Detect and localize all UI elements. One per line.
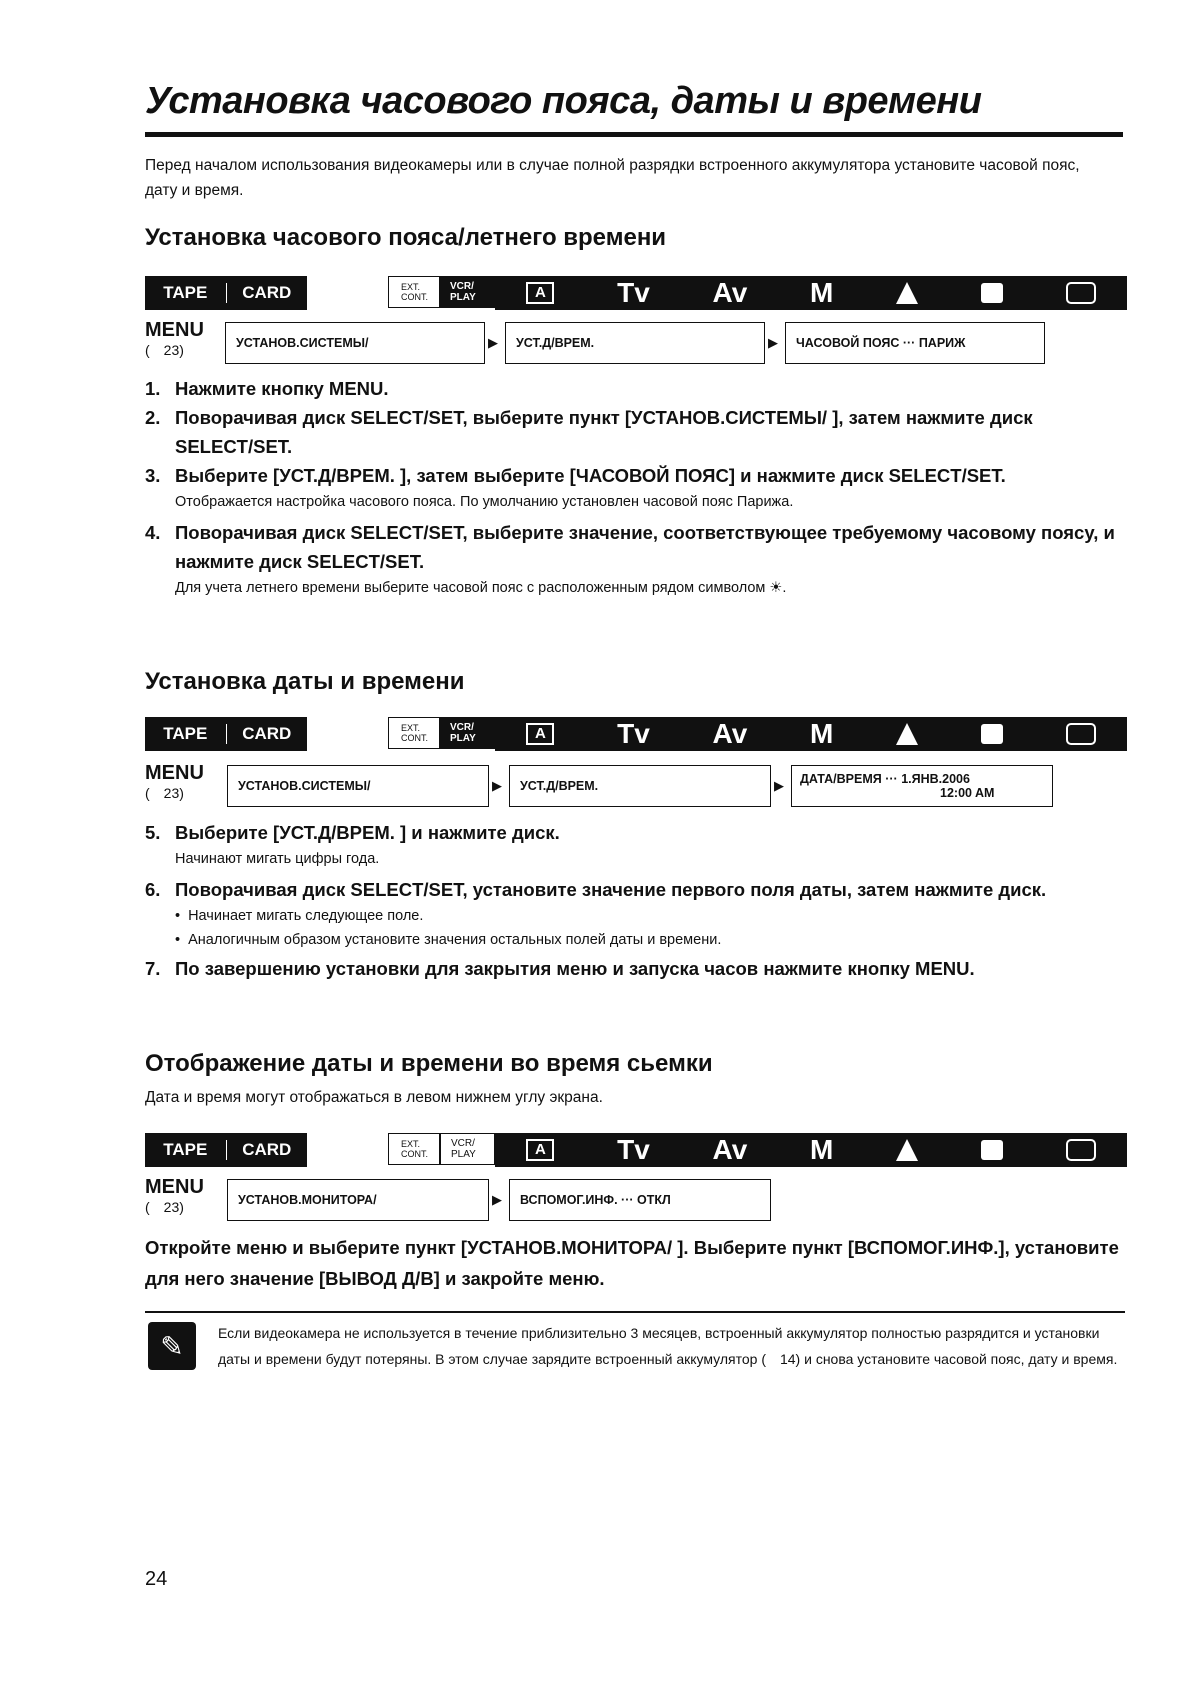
vcr-label: VCR/	[450, 281, 474, 292]
time-value: 12:00 AM	[940, 786, 995, 800]
card-label: CARD	[226, 1140, 308, 1160]
arrow-icon: ▶	[488, 335, 498, 350]
menu-box-timezone: ЧАСОВОЙ ПОЯС ··· ПАРИЖ	[785, 322, 1045, 364]
auto-mode-icon: A	[526, 723, 554, 745]
step-6-bullet: • Начинает мигать следующее поле.	[145, 904, 1135, 928]
ext-cont-switch	[388, 717, 440, 749]
arrow-icon: ▶	[774, 778, 784, 793]
display-mode-icon	[1066, 282, 1096, 304]
step-7: 7. По завершению установки для закрытия меню и запуска часов нажмите кнопку MENU.	[145, 958, 975, 979]
mode-bar	[145, 276, 1127, 310]
ext-label: EXT.	[401, 723, 421, 733]
manual-mode: M	[810, 277, 834, 308]
step-4-note: Для учета летнего времени выберите часовой пояс с расположенным рядом символом ☀.	[175, 580, 787, 596]
ext-label: EXT.	[401, 1139, 421, 1149]
title-rule	[145, 132, 1123, 137]
av-mode: Av	[712, 277, 748, 308]
menu-box-date-time	[791, 765, 1053, 807]
play-label: PLAY	[450, 292, 476, 303]
easy-auto-icon	[896, 1139, 918, 1161]
play-label: PLAY	[451, 1149, 476, 1160]
vcr-label: VCR/	[451, 1138, 475, 1149]
tape-label: TAPE	[163, 1140, 208, 1159]
cont-label: CONT.	[401, 292, 428, 302]
auto-mode-icon: A	[526, 282, 554, 304]
display-mode-icon	[1066, 1139, 1096, 1161]
step-4: 4. Поворачивая диск SELECT/SET, выберите значение, соответствующее требуемому часовому поясу, и нажмите диск SELECT/SET.	[145, 522, 1115, 572]
menu-box-date-time-settings: УСТ.Д/ВРЕМ.	[509, 765, 771, 807]
intro-text: Перед началом использования видеокамеры или в случае полной разрядки встроенного аккумулятора установите часовой пояс, дату и время.	[145, 157, 1080, 199]
section-heading-date-time: Установка даты и времени	[145, 668, 465, 695]
scene-mode-icon	[981, 283, 1003, 303]
av-mode: Av	[712, 718, 748, 749]
arrow-icon: ▶	[768, 335, 778, 350]
menu-path-display	[145, 1177, 1127, 1227]
tape-card-indicator	[145, 1133, 307, 1167]
tv-mode: Tv	[617, 277, 650, 308]
cont-label: CONT.	[401, 733, 428, 743]
arrow-icon: ▶	[492, 778, 502, 793]
section-heading-display: Отображение даты и времени во время сьемки	[145, 1050, 713, 1077]
menu-label: MENU	[145, 762, 204, 784]
menu-path-timezone	[145, 320, 1127, 370]
display-instruction: Откройте меню и выберите пункт [УСТАНОВ.МОНИТОРА/ ]. Выберите пункт [ВСПОМОГ.ИНФ.], установите для него значение [ВЫВОД Д/В] и закройте меню.	[145, 1237, 1119, 1289]
play-label: PLAY	[450, 733, 476, 744]
tv-mode: Tv	[617, 1134, 650, 1165]
menu-box-system-settings: УСТАНОВ.СИСТЕМЫ/	[227, 765, 489, 807]
tv-mode: Tv	[617, 718, 650, 749]
mode-bar	[145, 1133, 1127, 1167]
card-label: CARD	[226, 724, 308, 744]
tape-label: TAPE	[163, 724, 208, 743]
easy-auto-icon	[896, 282, 918, 304]
menu-page-ref: ( 23)	[145, 1199, 184, 1215]
date-time-value: ДАТА/ВРЕМЯ ··· 1.ЯНВ.2006	[800, 772, 970, 786]
vcr-play-switch	[440, 1133, 495, 1165]
step-1: 1. Нажмите кнопку MENU.	[145, 378, 389, 399]
step-5: 5. Выберите [УСТ.Д/ВРЕМ. ] и нажмите диск.	[145, 822, 560, 843]
page-title: Установка часового пояса, даты и времени	[145, 80, 982, 122]
scene-mode-icon	[981, 1140, 1003, 1160]
shooting-modes	[495, 1133, 1127, 1167]
av-mode: Av	[712, 1134, 748, 1165]
tape-label: TAPE	[163, 283, 208, 302]
vcr-label: VCR/	[450, 722, 474, 733]
note-rule	[145, 1311, 1125, 1313]
section-heading-timezone: Установка часового пояса/летнего времени	[145, 224, 667, 251]
menu-label: MENU	[145, 319, 204, 341]
menu-box-system-settings: УСТАНОВ.СИСТЕМЫ/	[225, 322, 485, 364]
menu-label: MENU	[145, 1176, 204, 1198]
ext-cont-switch	[388, 276, 440, 308]
menu-page-ref: ( 23)	[145, 342, 184, 358]
display-mode-icon	[1066, 723, 1096, 745]
menu-box-monitor-settings: УСТАНОВ.МОНИТОРА/	[227, 1179, 489, 1221]
manual-mode: M	[810, 718, 834, 749]
menu-page-ref: ( 23)	[145, 785, 184, 801]
mode-bar	[145, 717, 1127, 751]
shooting-modes	[495, 717, 1127, 751]
menu-box-date-time-settings: УСТ.Д/ВРЕМ.	[505, 322, 765, 364]
note-pencil-icon: ✎	[148, 1322, 196, 1370]
note-text: Если видеокамера не используется в течение приблизительно 3 месяцев, встроенный аккумулятор полностью разрядится и установки даты и времени будут потеряны. В этом случае зарядите встроенный аккумулятор ( 14) и снова установите часовой пояс, дату и время.	[218, 1325, 1118, 1367]
arrow-icon: ▶	[492, 1192, 502, 1207]
cont-label: CONT.	[401, 1149, 428, 1159]
manual-mode: M	[810, 1134, 834, 1165]
card-label: CARD	[226, 283, 308, 303]
tape-card-indicator	[145, 717, 307, 751]
vcr-play-switch	[440, 717, 495, 749]
steps-date-time	[145, 818, 1135, 983]
shooting-modes	[495, 276, 1127, 310]
easy-auto-icon	[896, 723, 918, 745]
ext-label: EXT.	[401, 282, 421, 292]
step-5-note: Начинают мигать цифры года.	[175, 851, 380, 867]
step-2: 2. Поворачивая диск SELECT/SET, выберите пункт [УСТАНОВ.СИСТЕМЫ/ ], затем нажмите диск SELECT/SET.	[145, 407, 1033, 457]
step-3-note: Отображается настройка часового пояса. По умолчанию установлен часовой пояс Парижа.	[175, 494, 794, 510]
ext-cont-switch	[388, 1133, 440, 1165]
page-number: 24	[145, 1568, 168, 1590]
menu-path-date-time	[145, 763, 1127, 813]
step-3: 3. Выберите [УСТ.Д/ВРЕМ. ], затем выберите [ЧАСОВОЙ ПОЯС] и нажмите диск SELECT/SET.	[145, 465, 1006, 486]
display-intro: Дата и время могут отображаться в левом нижнем углу экрана.	[145, 1089, 603, 1106]
auto-mode-icon: A	[526, 1139, 554, 1161]
vcr-play-switch	[440, 276, 495, 308]
step-6: 6. Поворачивая диск SELECT/SET, установите значение первого поля даты, затем нажмите диск.	[145, 879, 1047, 900]
menu-box-aux-info: ВСПОМОГ.ИНФ. ··· ОТКЛ	[509, 1179, 771, 1221]
steps-timezone	[145, 374, 1135, 604]
tape-card-indicator	[145, 276, 307, 310]
step-6-bullet: • Аналогичным образом установите значения остальных полей даты и времени.	[145, 928, 1135, 952]
scene-mode-icon	[981, 724, 1003, 744]
